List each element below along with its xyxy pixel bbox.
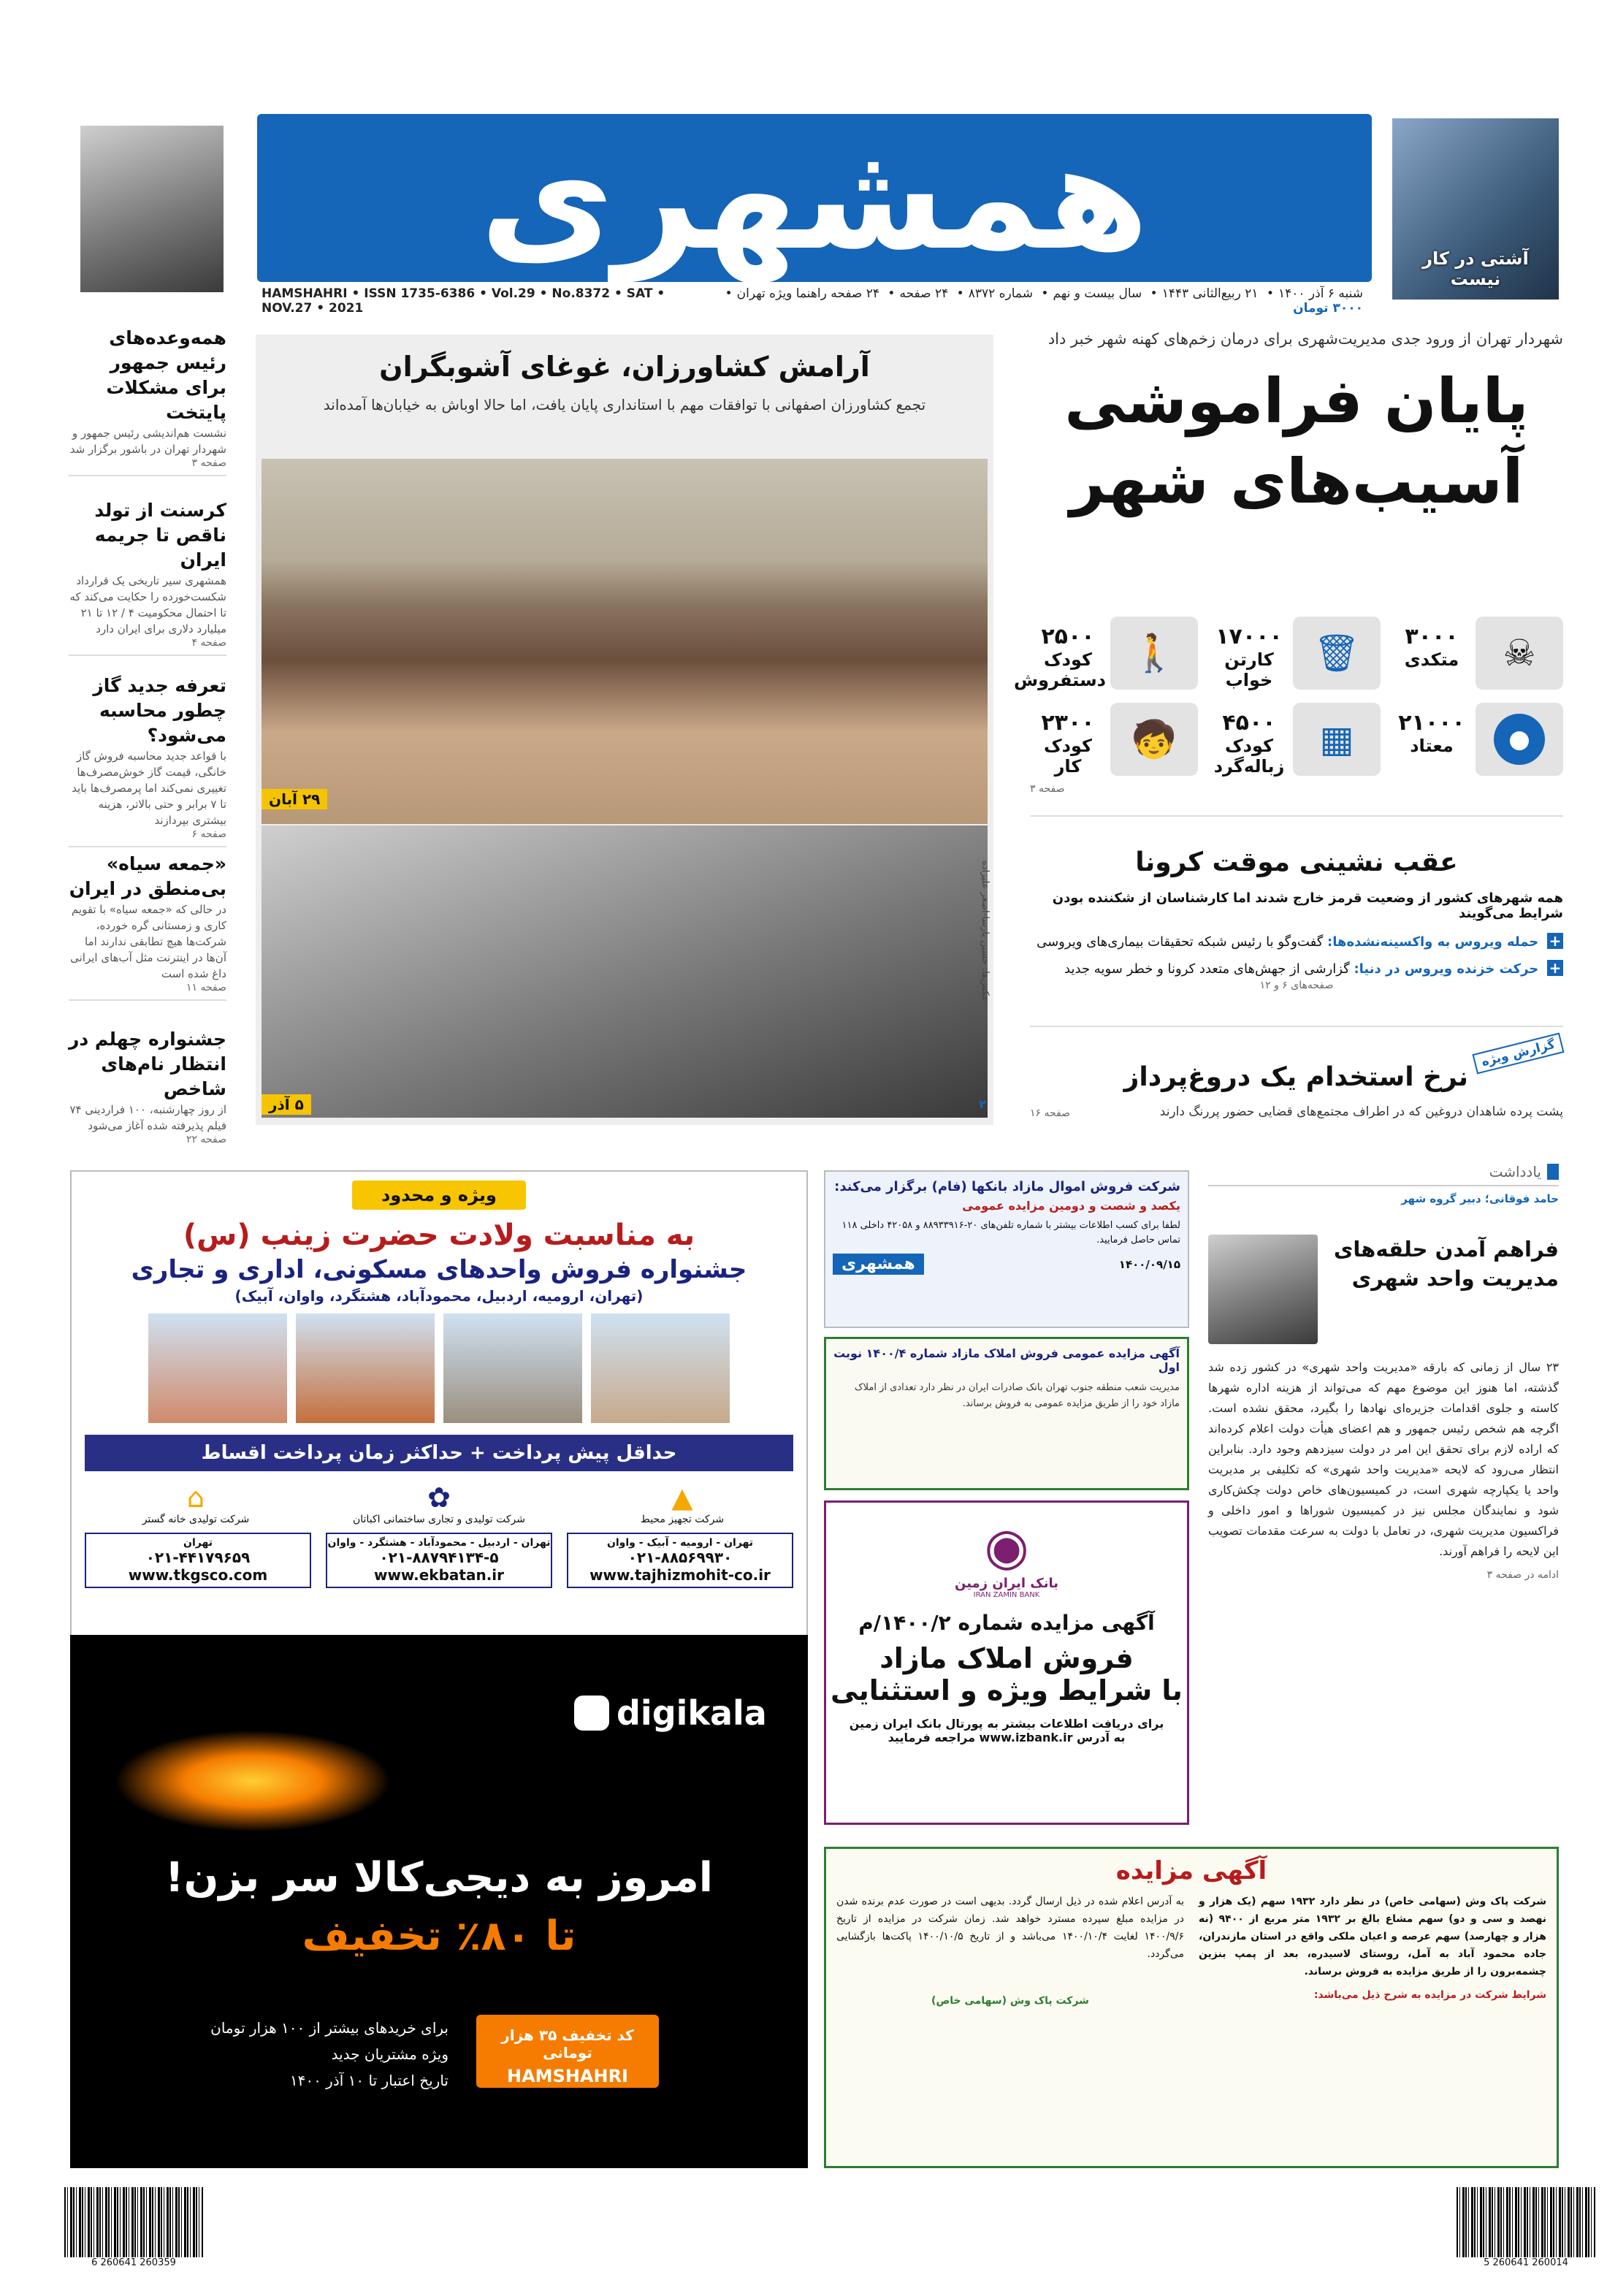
- date-label-bottom: ۵ آذر: [262, 1094, 311, 1115]
- company-block: [329, 1481, 549, 1525]
- barcode-right-number: 5 260641 260014: [1484, 2257, 1568, 2268]
- editorial-note[interactable]: [1208, 1163, 1559, 1806]
- masthead-meta-fa: شنبه ۶ آذر ۱۴۰۰• ۲۱ ربیع‌الثانی ۱۴۴۳• سال بیست و نهم• شماره ۸۳۷۲• ۲۴ صفحه• ۲۴ صفحه راهنما ویژه تهران• ۳۰۰۰ تومان: [725, 286, 1363, 316]
- masthead-meta-en: HAMSHAHRI • ISSN 1735-6386 • Vol.29 • No.8372 • SAT • NOV.27 • 2021: [262, 286, 665, 316]
- pakvash-left-text: به آدرس اعلام شده در ذیل ارسال گردد. بدیهی است در صورت عدم برنده شدن در مزایده مبلغ سپرده مسترد خواهد شد. زمان شرکت در مزایده از تاریخ ۱۴۰۰/۹/۶ لغایت ۱۴۰۰/۱۰/۴ می‌باشد و از تاریخ ۱۴۰۰/۱۰/۵ پاکت‌ها بازگشایی می‌گردد.: [836, 1896, 1185, 1960]
- building-photo: [443, 1313, 582, 1423]
- skull-icon: ☠: [1476, 617, 1563, 690]
- lead-headline-1: پایان فراموشی: [1064, 365, 1529, 437]
- barcode-right: [1457, 2187, 1595, 2275]
- date-label-top: ۲۹ آبان: [262, 789, 327, 809]
- brief-page: صفحه ۱۱: [186, 982, 226, 993]
- report-page: صفحه ۱۶: [1030, 1107, 1071, 1119]
- top-left-caption: آشتی در کار نیست: [1422, 248, 1529, 289]
- addict-icon: ●: [1476, 703, 1563, 776]
- contact-box[interactable]: [326, 1533, 552, 1588]
- brief-body: در حالی که «جمعه سیاه» با تقویم کاری و زمستانی گره خورده، شرکت‌ها هیچ تطابقی ندارند اما آن‌ها در اینترنت مثل آب‌های ایرانی داغ شده است: [70, 903, 226, 980]
- stat-item: [1205, 703, 1381, 779]
- pakvash-right-col: [1199, 1893, 1546, 2010]
- report-badge: گزارش ویژه: [1472, 1033, 1564, 1075]
- iranzamin-info: برای دریافت اطلاعات بیشتر به پورتال بانک ایران زمین: [849, 1717, 1164, 1731]
- meta-issue: شماره ۸۳۷۲: [968, 286, 1034, 301]
- lead-headline-2: آسیب‌های شهر: [1069, 446, 1524, 517]
- pakvash-left-col: [836, 1893, 1184, 2010]
- stat-number: ۲۵۰۰: [1041, 624, 1095, 649]
- company-name: شرکت تولیدی و تجاری ساختمانی اکباتان: [352, 1514, 525, 1525]
- saderat-title: آگهی مزایده عمومی فروش املاک مازاد شماره ۱۴۰۰/۴ نوبت اول: [833, 1346, 1180, 1374]
- photo-credit: عکس‌ها: حسین پارسا-اصغر علیزاده: [980, 861, 990, 1002]
- contact-web: www.tkgsco.com: [128, 1566, 268, 1584]
- brief-page: صفحه ۳: [191, 457, 226, 469]
- stat-number: ۲۳۰۰: [1041, 710, 1095, 736]
- brief-title: «جمعه سیاه» بی‌منطق در ایران: [69, 853, 226, 899]
- company-block: [86, 1481, 305, 1525]
- fam-title: شرکت فروش اموال مازاد بانکها (فام) برگزار می‌کند:: [834, 1179, 1180, 1194]
- bullet-1-text: گفت‌وگو با رئیس شبکه تحقیقات بیماری‌های ویروسی: [1037, 934, 1324, 950]
- note-marker-icon: [1547, 1164, 1559, 1180]
- stat-item: [1388, 703, 1563, 779]
- company-name: شرکت تولیدی خانه گستر: [142, 1514, 250, 1525]
- digikala-logo-icon: [574, 1696, 609, 1731]
- contact-cities: تهران: [183, 1537, 213, 1549]
- lead-story[interactable]: [1014, 330, 1563, 798]
- meta-supplement: ۲۴ صفحه راهنما ویژه تهران: [736, 286, 880, 301]
- briefs-sidebar: [68, 326, 226, 1145]
- fam-hamshahri-logo: همشهری: [833, 1254, 924, 1275]
- ad-line-1: به مناسبت ولادت حضرت زینب (س): [183, 1218, 695, 1252]
- author-avatar: [1208, 1235, 1318, 1344]
- report-sub: پشت پرده شاهدان دروغین که در اطراف مجتمع‌های قضایی حضور پررنگ دارند: [1159, 1105, 1563, 1119]
- lead-kicker: شهردار تهران از ورود جدی مدیریت‌شهری برای درمان زخم‌های کهنه شهر خبر داد: [1047, 330, 1563, 348]
- digikala-code: HAMSHAHRI: [507, 2066, 628, 2086]
- brief-body: نشست هم‌اندیشی رئیس جمهور و شهردار تهران در باشور برگزار شد: [69, 427, 226, 456]
- iranzamin-bank: بانک ایران زمین: [955, 1576, 1058, 1591]
- barcode-left-number: 6 260641 260359: [91, 2257, 176, 2268]
- brief-body: با قواعد جدید محاسبه فروش گاز خانگی، قیمت گاز خوش‌مصرف‌ها تغییری نمی‌کند اما پرمصرف‌ها باید تا ۷ برابر و حتی بالاتر، هزینه بیشتری بپردازند: [72, 750, 226, 827]
- note-body: ۲۳ سال از زمانی که بارقه «مدیریت واحد شهری» در کشور زده شد گذشته، اما هنوز این موضوع مهم که می‌تواند از هزینه اداره شهرها کاسته و جلوی اقدامات جزیره‌ای نهادها را بگیرد، محقق نشده است. اگرچه هم شخص رئیس جمهور و هم اعضای هیأت دولت اعلام کرده‌اند که اراده لازم برای تحقق این امر در دولت سیزدهم وجود دارد. بنابراین انتظار می‌رود که لایحه «مدیریت واحد شهری» که تکلیفی بر مدیریت واحد یا یکپارچه شهری است، در کمیسیون‌های خاص دولت چکش‌کاری شود و نمایندگان مجلس نیز در کمیسیون شوراها و امور داخلی و فراکسیون مدیریت شهری، در تعامل با دولت به سرعت مقدمات تصویب این لایحه را فراهم آورند.: [1208, 1360, 1559, 1558]
- ad-pakvash-auction[interactable]: [824, 1847, 1559, 2168]
- brief-title: کرسنت از تولد ناقص تا جریمه ایران: [94, 500, 226, 571]
- corona-bullet-2: [1030, 960, 1563, 977]
- building-icon: ▦: [1293, 703, 1381, 776]
- trash-bin-icon: 🗑: [1293, 617, 1381, 690]
- plus-icon: +: [1547, 933, 1563, 949]
- digikala-cond-2: ویژه مشتریان جدید: [331, 2045, 448, 2063]
- contact-phone: ۰۲۱-۸۸۷۹۴۱۳۴-۵: [379, 1549, 499, 1566]
- stat-item: [1388, 617, 1563, 693]
- contact-phone: ۰۲۱-۸۸۵۶۹۹۳۰: [627, 1549, 733, 1566]
- contact-box[interactable]: [85, 1533, 311, 1588]
- fam-date: ۱۴۰۰/۰۹/۱۵: [1118, 1257, 1180, 1271]
- contact-phone: ۰۲۱-۴۴۱۷۹۶۵۹: [145, 1549, 251, 1566]
- top-left-photo[interactable]: [1392, 118, 1559, 300]
- stat-label: کودک کار: [1044, 736, 1092, 777]
- ad-fam-auction[interactable]: [824, 1170, 1189, 1328]
- pakvash-right-text: شرکت پاک وش (سهامی خاص) در نظر دارد ۱۹۳۲ سهم (یک هزار و نهصد و سی و دو) سهم مشاع بالغ بر ۱۹۳۲ متر مربع از ۹۴۰۰ (نه هزار و چهارصد) سهم عرصه و اعیان ملکی واقع در استان مازندران، جاده محمود آباد به آمل، روستای لاسیدره، بعد از پمپ بنزین چشمه‌برون را از طریق مزایده به فروش برساند.: [1199, 1896, 1547, 1977]
- digikala-cond-3: تاریخ اعتبار تا ۱۰ آذر ۱۴۰۰: [289, 2072, 448, 2089]
- digikala-promo: کد تخفیف ۳۵ هزار تومانی: [501, 2026, 634, 2062]
- brief-page: صفحه ۶: [191, 828, 226, 840]
- stat-number: ۴۵۰۰: [1222, 710, 1276, 736]
- masthead-title: همشهری: [479, 112, 1149, 283]
- stat-label: کودک زباله‌گرد: [1213, 736, 1285, 777]
- note-title: فراهم آمدن حلقه‌های مدیریت واحد شهری: [1333, 1237, 1559, 1291]
- ad-line-2: جشنواره فروش واحدهای مسکونی، اداری و تجاری: [131, 1255, 747, 1284]
- stat-item: [1014, 617, 1198, 693]
- pakvash-conditions: شرایط شرکت در مزایده به شرح ذیل می‌باشد:: [1313, 1989, 1546, 2001]
- ad-banner: حداقل پیش پرداخت + حداکثر زمان پرداخت اقساط: [85, 1435, 793, 1471]
- ad-iranzamin-auction[interactable]: [824, 1500, 1189, 1825]
- stat-number: ۳۰۰۰: [1405, 624, 1459, 649]
- ad-tag: ویژه و محدود: [352, 1181, 526, 1210]
- iranzamin-line-1: فروش املاک مازاد: [879, 1642, 1134, 1674]
- company-logo-icon: ✿: [427, 1481, 451, 1514]
- lead-page: صفحه ۳: [1030, 783, 1065, 795]
- child-labor-icon: 🧒: [1110, 703, 1198, 776]
- building-photo: [148, 1313, 287, 1423]
- note-author: حامد فوقانی؛ دبیر گروه شهر: [1401, 1192, 1559, 1205]
- brief-item[interactable]: [69, 326, 226, 476]
- masthead-meta: [257, 286, 1372, 316]
- brief-title: همه‌وعده‌های رئیس جمهور برای مشکلات پایتخت: [106, 327, 226, 423]
- stat-label: متکدی: [1404, 649, 1459, 670]
- corona-headline: عقب نشینی موقت کرونا: [1135, 847, 1458, 877]
- bullet-2-text: گزارشی از جهش‌های متعدد کرونا و خطر سویه جدید: [1064, 961, 1350, 977]
- top-right-photo[interactable]: [80, 126, 224, 292]
- fam-sub: یکصد و شصت و دومین مزایده عمومی: [962, 1199, 1180, 1213]
- digikala-cond-1: برای خریدهای بیشتر از ۱۰۰ هزار تومان: [210, 2019, 448, 2037]
- iranzamin-line-2: با شرایط ویژه و استثنایی: [831, 1674, 1183, 1706]
- digikala-line-1: امروز به دیجی‌کالا سر بزن!: [165, 1854, 713, 1902]
- special-report[interactable]: [1030, 1037, 1563, 1125]
- stat-item: [1030, 703, 1198, 779]
- fam-info: لطفا برای کسب اطلاعات بیشتر با شماره تلفن‌های ۲۰-۸۸۹۳۳۹۱۶ و ۴۲۰۵۸ داخلی ۱۱۸ تماس حاصل فرمایید.: [841, 1220, 1180, 1246]
- iranzamin-title: آگهی مزایده شماره ۱۴۰۰/۲/م: [858, 1611, 1155, 1635]
- ad-housing-festival[interactable]: [70, 1170, 808, 1638]
- plus-icon: +: [1547, 960, 1563, 976]
- contact-cities: تهران - ارومیه - آبیک - واوان: [606, 1537, 754, 1549]
- contact-web: www.tajhizmohit-co.ir: [589, 1566, 771, 1584]
- iranzamin-logo-icon: ◉: [984, 1517, 1029, 1576]
- company-logo-icon: ⌂: [186, 1481, 205, 1514]
- stat-number: ۲۱۰۰۰: [1398, 710, 1465, 736]
- digikala-line-2: تا ۸۰٪ تخفیف: [302, 1912, 576, 1960]
- meta-pages: ۲۴ صفحه: [899, 286, 949, 301]
- saderat-body: مدیریت شعب منطقه جنوب تهران بانک صادرات ایران در نظر دارد تعدادی از املاک مازاد خود را از طریق مزایده عمومی به فروش برساند.: [854, 1382, 1180, 1409]
- brief-page: صفحه ۲۲: [186, 1134, 226, 1145]
- bullet-1-bold: حمله ویروس به واکسینه‌نشده‌ها:: [1327, 934, 1539, 950]
- meta-date: شنبه ۶ آذر ۱۴۰۰: [1278, 286, 1363, 301]
- iranzamin-bank-en: IRAN ZAMIN BANK: [973, 1591, 1040, 1599]
- note-continue[interactable]: ادامه در صفحه ۳: [1486, 1569, 1559, 1581]
- brief-item[interactable]: [69, 852, 226, 1001]
- masthead-logo: [257, 114, 1372, 282]
- stat-label: کارتن خواب: [1224, 649, 1274, 690]
- stat-label: معتاد: [1410, 736, 1454, 756]
- corona-story[interactable]: [1030, 847, 1563, 1015]
- brief-item[interactable]: [69, 674, 226, 847]
- brief-body: از روز چهارشنبه، ۱۰۰ فراردینی ۷۴ فیلم پذیرفته شده آغاز می‌شود: [69, 1103, 226, 1132]
- building-photo: [296, 1313, 435, 1423]
- contact-web: www.ekbatan.ir: [373, 1566, 505, 1584]
- ad-saderat-auction[interactable]: [824, 1337, 1189, 1490]
- brief-item[interactable]: [69, 1027, 226, 1145]
- stat-number: ۱۷۰۰۰: [1215, 624, 1283, 649]
- corona-sub: همه شهرهای کشور از وضعیت قرمز خارج شدند اما کارشناسان از شکننده بودن شرایط می‌گویند: [1052, 890, 1563, 921]
- report-headline: نرخ استخدام یک دروغ‌پرداز: [1123, 1062, 1468, 1092]
- ad-line-3: (تهران، ارومیه، اردبیل، محمودآباد، هشتگرد، واوان، آبیک): [234, 1287, 644, 1305]
- protest-photo-bw: [262, 825, 988, 1118]
- company-block: [573, 1481, 792, 1525]
- pakvash-signature: شرکت پاک وش (سهامی خاص): [931, 1995, 1089, 2007]
- brief-title: تعرفه جدید گاز چطور محاسبه می‌شود؟: [93, 675, 226, 746]
- center-headline: آرامش کشاورزان، غوغای آشوبگران: [379, 351, 870, 383]
- meta-hijri: ۲۱ ربیع‌الثانی ۱۴۴۳: [1161, 286, 1259, 301]
- corona-page: صفحه‌های ۶ و ۱۲: [1259, 980, 1334, 991]
- company-logo-icon: ▲: [671, 1481, 693, 1514]
- flame-graphic: [114, 1730, 392, 1832]
- building-photo: [591, 1313, 730, 1423]
- barcode-left: [64, 2187, 203, 2275]
- center-subhead: تجمع کشاورزان اصفهانی با توافقات مهم با استانداری پایان یافت، اما حالا اوباش به خیابان‌ها آمده‌اند: [323, 396, 926, 413]
- center-story[interactable]: [256, 335, 993, 1125]
- center-page-ref: ۲: [979, 1097, 986, 1111]
- stat-label: کودک دستفروش: [1014, 649, 1106, 690]
- corona-bullet-1: [1030, 933, 1563, 950]
- iranzamin-web: به آدرس www.izbank.ir مراجعه فرمایید: [888, 1731, 1126, 1744]
- pakvash-title: آگهی مزایده: [1115, 1856, 1267, 1885]
- child-vendor-icon: 🚶: [1110, 617, 1198, 690]
- protest-photo-color: [262, 459, 988, 824]
- contact-box[interactable]: [567, 1533, 793, 1588]
- brief-body: همشهری سیر تاریخی یک قرارداد شکست‌خورده را حکایت می‌کند که تا احتمال محکومیت ۴ / ۱۲ تا ۲۱ میلیارد دلاری برای ایران دارد: [69, 574, 226, 636]
- digikala-promo-box[interactable]: [476, 2015, 659, 2088]
- meta-price: ۳۰۰۰ تومان: [1293, 301, 1363, 316]
- note-section: یادداشت: [1489, 1163, 1541, 1181]
- company-name: شرکت تجهیز محیط: [640, 1514, 725, 1525]
- brief-item[interactable]: [69, 498, 226, 656]
- ad-digikala[interactable]: [70, 1635, 808, 2168]
- stat-item: [1205, 617, 1381, 693]
- meta-year: سال بیست و نهم: [1053, 286, 1142, 301]
- bullet-2-bold: حرکت خزنده ویروس در دنیا:: [1354, 961, 1539, 977]
- brief-page: صفحه ۴: [191, 637, 226, 649]
- contact-cities: تهران - اردبیل - محمودآباد - هشتگرد - واوان: [327, 1537, 551, 1549]
- brief-title: جشنواره چهلم در انتظار نام‌های شاخص: [68, 1029, 226, 1099]
- digikala-brand: digikala: [617, 1693, 767, 1733]
